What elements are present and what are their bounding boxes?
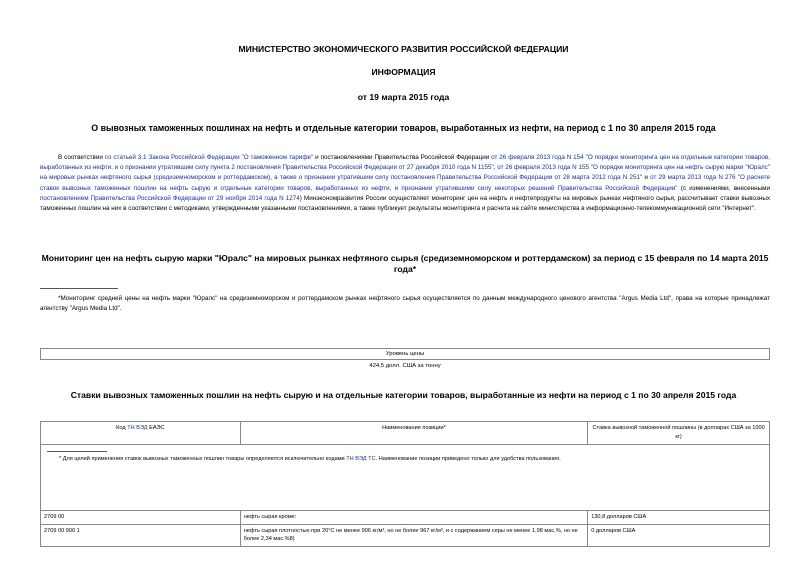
note-divider [47, 451, 107, 452]
rates-table [40, 421, 770, 547]
row-code: 2709 00 900 1 [41, 524, 241, 546]
col-code-header: Код ТН ВЭД ЕАЭС [41, 422, 241, 445]
ministry-title: МИНИСТЕРСТВО ЭКОНОМИЧЕСКОГО РАЗВИТИЯ РОССИЙСКОЙ ФЕДЕРАЦИИ [238, 44, 569, 54]
row-name: нефть сырая плотностью при 20°С не менее 906 кг/м³, но не более 967 кг/м³, и с содержанием серы не менее 1,98 мас.%, но не более 2,34 мас.%8) [240, 524, 588, 546]
decree-276-link[interactable]: от 29 марта 2013 года N 276 "О расчете ставок вывозных таможенных пошлин на нефть сырую и отдельные категории товаров, выработанных из нефти, и признании утратившими силу некоторых решений Правительства Российской Федерации" [40, 174, 770, 192]
table-row [41, 524, 770, 546]
monitoring-title: Мониторинг цен на нефть сырую марки "Юралс" на мировых рынках нефтяного сырья (средиземноморском и роттердамском) за период с 15 февраля по 14 марта 2015 года* [41, 253, 769, 274]
document-type: ИНФОРМАЦИЯ [371, 67, 436, 77]
table-row [41, 511, 770, 525]
rates-note-row [41, 445, 770, 511]
intro-text-6: ) Минэкономразвития России осуществляет мониторинг цен на нефть и нефтепродукты на мировых рынках нефтяного сырья, рассчитывает ставки вывозных таможенных пошлин на них в соответствии с методиками, утвержденными указанными постановлениями, а также публикует результаты мониторинга и расчета на сайте министерства в информационно-телекоммуникационной сети "Интернет". [40, 194, 770, 213]
rates-header-row [41, 422, 770, 445]
rates-note: * Для целей применения ставок вывозных таможенных пошлин товары определяются исключительно кодами ТН ВЭД ТС. Наименование позиции приведено только для удобства пользования. [59, 456, 561, 462]
col-name-header: Наименование позиции* [240, 422, 588, 445]
monitoring-footnote: *Мониторинг средней цены на нефть марки "Юралс" на средиземноморском и роттердамском рынках нефтяного сырья осуществляется по данным международного ценового агентства "Argus Media Ltd", права на которые принадлежат агентству "Argus Media Ltd". [40, 295, 770, 313]
footnote-divider [40, 288, 118, 289]
price-level-table [40, 348, 770, 360]
row-name: нефть сырая кроме: [240, 511, 588, 525]
decree-155-link[interactable]: от 26 февраля 2013 года N 155 "О порядке мониторинга цен на нефть сырую марки "Юралс" на мировых рынках нефтяного сырья (средиземноморском и роттердамском), а также о признании утратившим силу постановления Правительства Российской Федерации от 28 марта 2012 года N 251" [40, 164, 770, 182]
col-rate-header: Ставка вывозной таможенной пошлины (в долларах США за 1000 кг) [588, 422, 770, 445]
law-link[interactable]: со статьей 3.1 Закона Российской Федерации "О таможенном тарифе" [104, 154, 314, 161]
decree-154-link[interactable]: от 26 февраля 2013 года N 154 "О порядке мониторинга цен на отдельные категории товаров, выработанных из нефти, и о признании утратившим силу пункта 2 постановления Правительства Российской Федерации от 27 декабря 2010 года N 1155" [40, 154, 770, 172]
document-date: от 19 марта 2015 года [357, 92, 450, 102]
intro-text-1: В соответствии [58, 154, 105, 161]
intro-text-4: и [642, 174, 651, 182]
row-rate: 0 долларов США [588, 524, 770, 546]
rates-note-cell [41, 445, 770, 511]
intro-text-2: и постановлениями Правительства Российской Федерации [313, 154, 492, 161]
decree-1274-link[interactable]: постановлением Правительства Российской Федерации от 29 ноября 2014 года N 1274 [40, 194, 300, 202]
rates-title: Ставки вывозных таможенных пошлин на нефть сырую и на отдельные категории товаров, выработанные из нефти на период с 1 по 30 апреля 2015 года [70, 390, 737, 400]
row-code: 2709 00 [41, 511, 241, 525]
intro-text-3: , [493, 164, 498, 172]
intro-paragraph [40, 153, 770, 214]
tn-ved-link[interactable]: ТН ВЭД [127, 425, 148, 431]
price-level-header: Уровень цены [41, 349, 770, 360]
intro-text-5: (с изменениями, внесенными [677, 184, 771, 192]
row-rate: 130,8 долларов США [588, 511, 770, 525]
document-subject: О вывозных таможенных пошлинах на нефть и отдельные категории товаров, выработанных из нефти, на период с 1 по 30 апреля 2015 года [91, 123, 716, 133]
tn-ved-ts-link[interactable]: ТН ВЭД ТС [346, 456, 376, 462]
price-level-value: 424,5 долл. США за тонну [369, 363, 441, 369]
